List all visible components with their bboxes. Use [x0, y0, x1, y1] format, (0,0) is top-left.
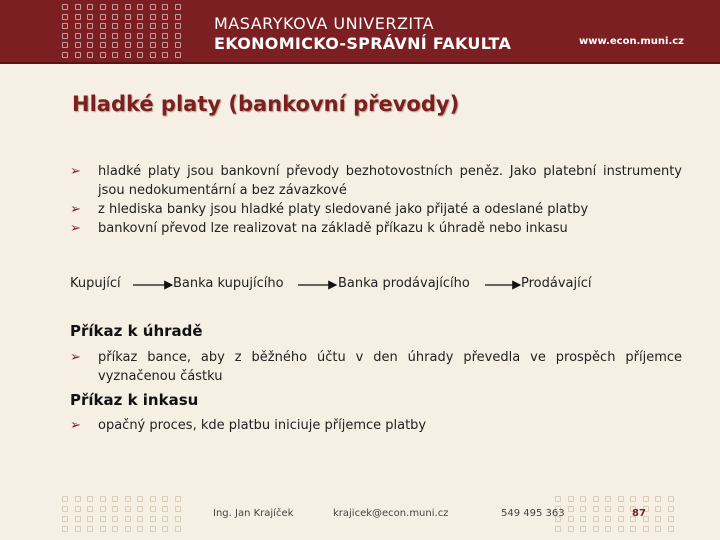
grid-square-icon: [112, 52, 118, 58]
grid-square-icon: [137, 33, 143, 39]
grid-square-icon: [162, 4, 168, 10]
grid-square-icon: [580, 506, 586, 512]
footer-decoration-left: [62, 496, 188, 538]
grid-square-icon: [175, 496, 181, 502]
footer-phone: 549 495 363: [501, 508, 565, 519]
grid-square-icon: [125, 516, 131, 522]
payment-flow-diagram: [0, 276, 720, 296]
arrow-bullet-icon: ➢: [70, 164, 81, 179]
grid-square-icon: [137, 496, 143, 502]
grid-square-icon: [605, 516, 611, 522]
grid-square-icon: [112, 516, 118, 522]
grid-square-icon: [175, 52, 181, 58]
grid-square-icon: [150, 23, 156, 29]
grid-square-icon: [87, 506, 93, 512]
grid-square-icon: [162, 516, 168, 522]
grid-square-icon: [112, 526, 118, 532]
grid-square-icon: [75, 4, 81, 10]
grid-square-icon: [175, 23, 181, 29]
grid-square-icon: [62, 496, 68, 502]
grid-square-icon: [75, 33, 81, 39]
grid-square-icon: [593, 496, 599, 502]
university-logo-grid: [62, 4, 188, 60]
arrow-bullet-icon: ➢: [70, 418, 81, 433]
grid-square-icon: [593, 516, 599, 522]
grid-square-icon: [137, 516, 143, 522]
grid-square-icon: [655, 516, 661, 522]
grid-square-icon: [75, 506, 81, 512]
grid-square-icon: [87, 23, 93, 29]
grid-square-icon: [62, 4, 68, 10]
footer-decoration-right: [555, 496, 681, 538]
grid-square-icon: [568, 506, 574, 512]
grid-square-icon: [137, 526, 143, 532]
grid-square-icon: [100, 526, 106, 532]
grid-square-icon: [100, 496, 106, 502]
grid-square-icon: [87, 496, 93, 502]
grid-square-icon: [100, 4, 106, 10]
flow-node-buyer-bank: Banka kupujícího: [173, 276, 284, 291]
grid-square-icon: [62, 506, 68, 512]
grid-square-icon: [668, 526, 674, 532]
grid-square-icon: [568, 526, 574, 532]
grid-square-icon: [87, 516, 93, 522]
grid-square-icon: [618, 526, 624, 532]
slide-title: Hladké platy (bankovní převody): [72, 92, 460, 116]
bullet-text: příkaz bance, aby z běžného účtu v den úhrady převedla ve prospěch příjemce vyznačenou částku: [98, 350, 682, 384]
grid-square-icon: [75, 42, 81, 48]
grid-square-icon: [125, 496, 131, 502]
grid-square-icon: [100, 506, 106, 512]
grid-square-icon: [62, 526, 68, 532]
grid-square-icon: [605, 496, 611, 502]
grid-square-icon: [593, 506, 599, 512]
grid-square-icon: [150, 496, 156, 502]
grid-square-icon: [100, 52, 106, 58]
grid-square-icon: [175, 526, 181, 532]
grid-square-icon: [87, 526, 93, 532]
flow-node-buyer: Kupující: [70, 276, 121, 291]
section-heading-collection: Příkaz k inkasu: [70, 391, 199, 409]
grid-square-icon: [125, 33, 131, 39]
grid-square-icon: [125, 52, 131, 58]
bullet-item: [70, 200, 682, 219]
grid-square-icon: [175, 506, 181, 512]
grid-square-icon: [75, 52, 81, 58]
grid-square-icon: [87, 42, 93, 48]
section-collection: [70, 416, 682, 435]
grid-square-icon: [162, 506, 168, 512]
grid-square-icon: [605, 506, 611, 512]
grid-square-icon: [137, 14, 143, 20]
section-heading-payment-order: Příkaz k úhradě: [70, 322, 203, 340]
grid-square-icon: [125, 42, 131, 48]
grid-square-icon: [162, 42, 168, 48]
grid-square-icon: [580, 526, 586, 532]
grid-square-icon: [605, 526, 611, 532]
grid-square-icon: [150, 42, 156, 48]
grid-square-icon: [655, 496, 661, 502]
grid-square-icon: [555, 526, 561, 532]
page-number: 87: [632, 508, 646, 519]
grid-square-icon: [100, 14, 106, 20]
grid-square-icon: [668, 516, 674, 522]
grid-square-icon: [62, 42, 68, 48]
bullet-item: [70, 219, 682, 238]
grid-square-icon: [175, 14, 181, 20]
grid-square-icon: [62, 23, 68, 29]
header-bar: [0, 0, 720, 64]
bullet-item: [70, 416, 682, 435]
grid-square-icon: [125, 23, 131, 29]
grid-square-icon: [137, 42, 143, 48]
grid-square-icon: [150, 14, 156, 20]
grid-square-icon: [75, 526, 81, 532]
arrow-bullet-icon: ➢: [70, 350, 81, 365]
grid-square-icon: [100, 516, 106, 522]
faculty-name: EKONOMICKO-SPRÁVNÍ FAKULTA: [214, 34, 512, 53]
grid-square-icon: [593, 526, 599, 532]
grid-square-icon: [162, 496, 168, 502]
grid-square-icon: [75, 496, 81, 502]
grid-square-icon: [175, 4, 181, 10]
flow-node-seller-bank: Banka prodávajícího: [338, 276, 470, 291]
flow-node-seller: Prodávající: [521, 276, 592, 291]
grid-square-icon: [162, 23, 168, 29]
grid-square-icon: [125, 4, 131, 10]
grid-square-icon: [630, 526, 636, 532]
grid-square-icon: [655, 526, 661, 532]
grid-square-icon: [87, 4, 93, 10]
grid-square-icon: [162, 52, 168, 58]
grid-square-icon: [87, 52, 93, 58]
grid-square-icon: [162, 14, 168, 20]
grid-square-icon: [112, 506, 118, 512]
grid-square-icon: [75, 23, 81, 29]
grid-square-icon: [655, 506, 661, 512]
arrow-bullet-icon: ➢: [70, 221, 81, 236]
grid-square-icon: [100, 42, 106, 48]
grid-square-icon: [87, 14, 93, 20]
grid-square-icon: [150, 4, 156, 10]
grid-square-icon: [643, 526, 649, 532]
grid-square-icon: [668, 506, 674, 512]
grid-square-icon: [150, 506, 156, 512]
grid-square-icon: [137, 52, 143, 58]
section-payment-order: [70, 348, 682, 386]
bullet-item: [70, 162, 682, 200]
grid-square-icon: [75, 516, 81, 522]
footer-author: Ing. Jan Krajíček: [213, 508, 294, 519]
grid-square-icon: [580, 516, 586, 522]
grid-square-icon: [150, 516, 156, 522]
grid-square-icon: [62, 14, 68, 20]
bullet-item: [70, 348, 682, 386]
grid-square-icon: [162, 526, 168, 532]
arrow-bullet-icon: ➢: [70, 202, 81, 217]
grid-square-icon: [150, 52, 156, 58]
grid-square-icon: [162, 33, 168, 39]
grid-square-icon: [555, 496, 561, 502]
grid-square-icon: [62, 516, 68, 522]
grid-square-icon: [150, 526, 156, 532]
grid-square-icon: [668, 496, 674, 502]
grid-square-icon: [150, 33, 156, 39]
grid-square-icon: [75, 14, 81, 20]
bullet-list: [70, 162, 682, 238]
bullet-text: z hlediska banky jsou hladké platy sledované jako přijaté a odeslané platby: [98, 202, 589, 217]
grid-square-icon: [630, 496, 636, 502]
footer-email[interactable]: krajicek@econ.muni.cz: [333, 508, 449, 519]
grid-square-icon: [580, 496, 586, 502]
grid-square-icon: [112, 14, 118, 20]
grid-square-icon: [618, 506, 624, 512]
grid-square-icon: [175, 33, 181, 39]
grid-square-icon: [568, 496, 574, 502]
university-name: MASARYKOVA UNIVERZITA: [214, 14, 435, 33]
bullet-text: bankovní převod lze realizovat na základě příkazu k úhradě nebo inkasu: [98, 221, 568, 236]
grid-square-icon: [100, 23, 106, 29]
grid-square-icon: [175, 516, 181, 522]
website-link[interactable]: www.econ.muni.cz: [578, 36, 684, 47]
grid-square-icon: [62, 33, 68, 39]
grid-square-icon: [62, 52, 68, 58]
grid-square-icon: [100, 33, 106, 39]
grid-square-icon: [618, 516, 624, 522]
grid-square-icon: [112, 33, 118, 39]
grid-square-icon: [137, 506, 143, 512]
grid-square-icon: [643, 496, 649, 502]
grid-square-icon: [618, 496, 624, 502]
grid-square-icon: [137, 4, 143, 10]
grid-square-icon: [125, 526, 131, 532]
grid-square-icon: [112, 4, 118, 10]
grid-square-icon: [112, 496, 118, 502]
grid-square-icon: [112, 42, 118, 48]
grid-square-icon: [125, 14, 131, 20]
bullet-text: opačný proces, kde platbu iniciuje příjemce platby: [98, 418, 427, 433]
bullet-text: hladké platy jsou bankovní převody bezhotovostních peněz. Jako platební instrumenty jsou nedokumentární a bez závazkové: [98, 164, 682, 198]
grid-square-icon: [568, 516, 574, 522]
grid-square-icon: [112, 23, 118, 29]
grid-square-icon: [125, 506, 131, 512]
grid-square-icon: [175, 42, 181, 48]
grid-square-icon: [137, 23, 143, 29]
grid-square-icon: [87, 33, 93, 39]
